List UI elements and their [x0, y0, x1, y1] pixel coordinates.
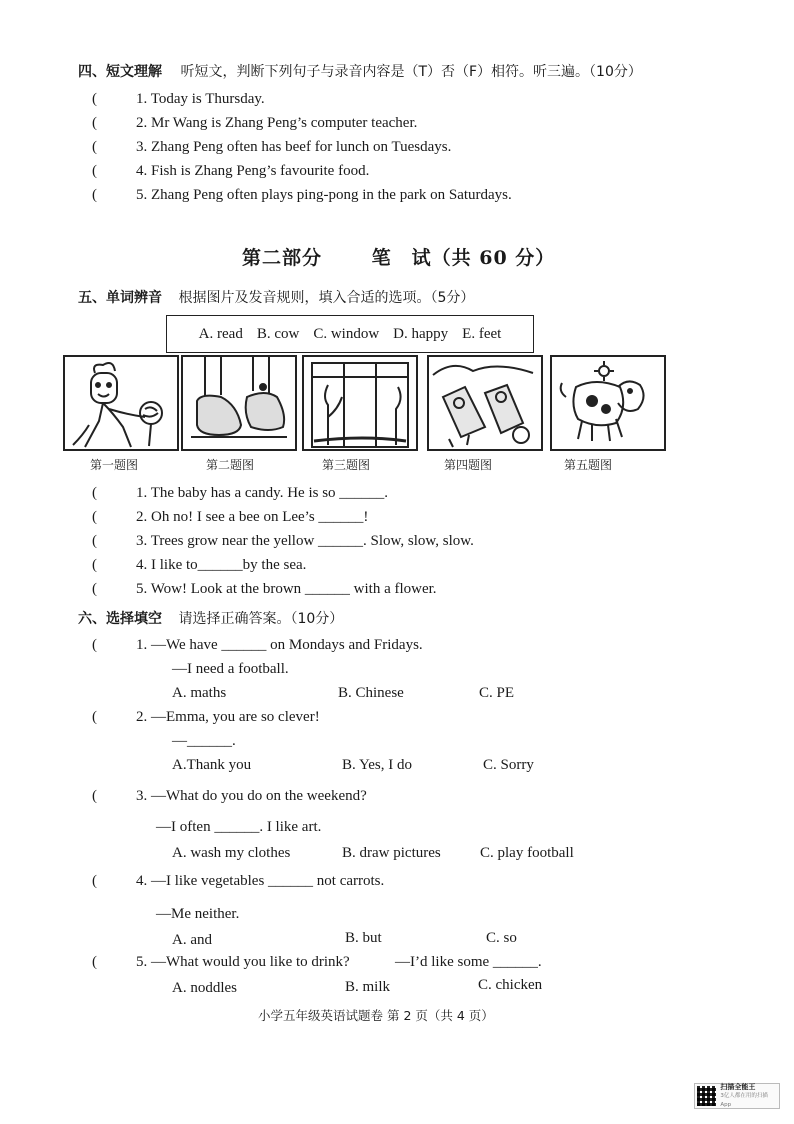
- answer-paren[interactable]: (: [92, 581, 127, 597]
- s6-q3-option-a: A. wash my clothes: [172, 845, 291, 861]
- s6-q5-stem: 5. —What would you like to drink?: [136, 954, 350, 970]
- s6-q1-option-c: C. PE: [479, 685, 515, 701]
- page-footer: 小学五年级英语试题卷 第 2 页（共 4 页）: [258, 1008, 494, 1023]
- s6-q4-option-b: B. but: [345, 930, 382, 946]
- qr-code-icon: [697, 1086, 716, 1106]
- s6-q1-reply: —I need a football.: [172, 661, 289, 677]
- scanner-line2: 3亿人都在用的扫描App: [720, 1092, 768, 1108]
- s5-item-2: 2. Oh no! I see a bee on Lee’s ______!: [136, 509, 369, 525]
- word-option: B. cow: [256, 325, 300, 342]
- s4-item-4: 4. Fish is Zhang Peng’s favourite food.: [136, 163, 370, 179]
- part2-label: 第二部分: [242, 247, 323, 269]
- scanner-line1: 扫描全能王: [720, 1082, 756, 1091]
- answer-paren[interactable]: (: [92, 557, 127, 573]
- section6-title: 六、选择填空: [78, 611, 162, 627]
- s6-q3-stem: 3. —What do you do on the weekend?: [136, 788, 367, 804]
- s6-q4-option-c: C. so: [486, 930, 517, 946]
- answer-paren[interactable]: (: [92, 788, 127, 804]
- picture-caption: 第五题图: [564, 458, 613, 472]
- section5-heading: [78, 287, 474, 307]
- answer-paren[interactable]: (: [92, 533, 127, 549]
- s4-item-2: 2. Mr Wang is Zhang Peng’s computer teacher.: [136, 115, 418, 131]
- s5-item-3: 3. Trees grow near the yellow ______. Slow, slow, slow.: [136, 533, 474, 549]
- word-option: E. feet: [462, 325, 502, 342]
- s6-q2-option-b: B. Yes, I do: [342, 757, 413, 773]
- word-option: D. happy: [393, 325, 449, 342]
- section6-instruction: 请选择正确答案。（10分）: [178, 611, 344, 627]
- picture-caption: 第二题图: [206, 458, 255, 472]
- s6-q1-stem: 1. —We have ______ on Mondays and Fridays.: [136, 637, 423, 653]
- answer-paren[interactable]: (: [92, 485, 127, 501]
- s6-q1-option-a: A. maths: [172, 685, 227, 701]
- answer-paren[interactable]: (: [92, 954, 127, 970]
- scanner-watermark: [694, 1083, 780, 1109]
- picture-window-trees: [302, 355, 418, 451]
- s6-q2-option-c: C. Sorry: [483, 757, 534, 773]
- s6-q2-stem: 2. —Emma, you are so clever!: [136, 709, 320, 725]
- s6-q5-option-a: A. noddles: [172, 980, 237, 996]
- picture-caption: 第一题图: [90, 458, 139, 472]
- s6-q2-option-a: A.Thank you: [172, 757, 252, 773]
- section4-instruction: 听短文，判断下列句子与录音内容是（T）否（F）相符。听三遍。（10分）: [180, 64, 642, 80]
- s6-q3-reply: —I often ______. I like art.: [156, 819, 322, 835]
- s6-q1-option-b: B. Chinese: [338, 685, 404, 701]
- s6-q4-reply: —Me neither.: [156, 906, 240, 922]
- scanner-text: [720, 1083, 777, 1110]
- word-options-box: [166, 315, 534, 353]
- part2-heading: [242, 243, 555, 270]
- section4-heading: [78, 61, 642, 81]
- s6-q2-reply: —______.: [172, 733, 236, 749]
- s6-q3-option-b: B. draw pictures: [342, 845, 441, 861]
- section5-instruction: 根据图片及发音规则，填入合适的选项。（5分）: [178, 290, 475, 306]
- s6-q4-stem: 4. —I like vegetables ______ not carrots.: [136, 873, 385, 889]
- s6-q5-option-b: B. milk: [345, 979, 391, 995]
- picture-baby-candy: [63, 355, 179, 451]
- answer-paren[interactable]: (: [92, 187, 127, 203]
- s6-q5-reply: —I’d like some ______.: [395, 954, 542, 970]
- answer-paren[interactable]: (: [92, 873, 127, 889]
- answer-paren[interactable]: (: [92, 139, 127, 155]
- section4-title: 四、短文理解: [78, 64, 162, 80]
- picture-caption: 第三题图: [322, 458, 371, 472]
- s6-q3-option-c: C. play football: [480, 845, 574, 861]
- answer-paren[interactable]: (: [92, 709, 127, 725]
- s6-q4-option-a: A. and: [172, 932, 212, 948]
- s4-item-1: 1. Today is Thursday.: [136, 91, 265, 107]
- answer-paren[interactable]: (: [92, 163, 127, 179]
- answer-paren[interactable]: (: [92, 91, 127, 107]
- section6-heading: [78, 608, 343, 628]
- s5-item-1: 1. The baby has a candy. He is so ______.: [136, 485, 389, 501]
- part2-title: 笔 试（共 60 分）: [371, 247, 556, 269]
- picture-reading-sea: [427, 355, 543, 451]
- s4-item-3: 3. Zhang Peng often has beef for lunch on Tuesdays.: [136, 139, 452, 155]
- word-option: C. window: [313, 325, 380, 342]
- answer-paren[interactable]: (: [92, 115, 127, 131]
- picture-caption: 第四题图: [444, 458, 493, 472]
- s4-item-5: 5. Zhang Peng often plays ping-pong in the park on Saturdays.: [136, 187, 512, 203]
- answer-paren[interactable]: (: [92, 637, 127, 653]
- answer-paren[interactable]: (: [92, 509, 127, 525]
- s5-item-4: 4. I like to______by the sea.: [136, 557, 307, 573]
- s5-item-5: 5. Wow! Look at the brown ______ with a flower.: [136, 581, 437, 597]
- s6-q5-option-c: C. chicken: [478, 977, 543, 993]
- word-option: A. read: [198, 325, 243, 342]
- picture-feet-bee: [181, 355, 297, 451]
- section5-title: 五、单词辨音: [78, 290, 162, 306]
- picture-cow-flower: [550, 355, 666, 451]
